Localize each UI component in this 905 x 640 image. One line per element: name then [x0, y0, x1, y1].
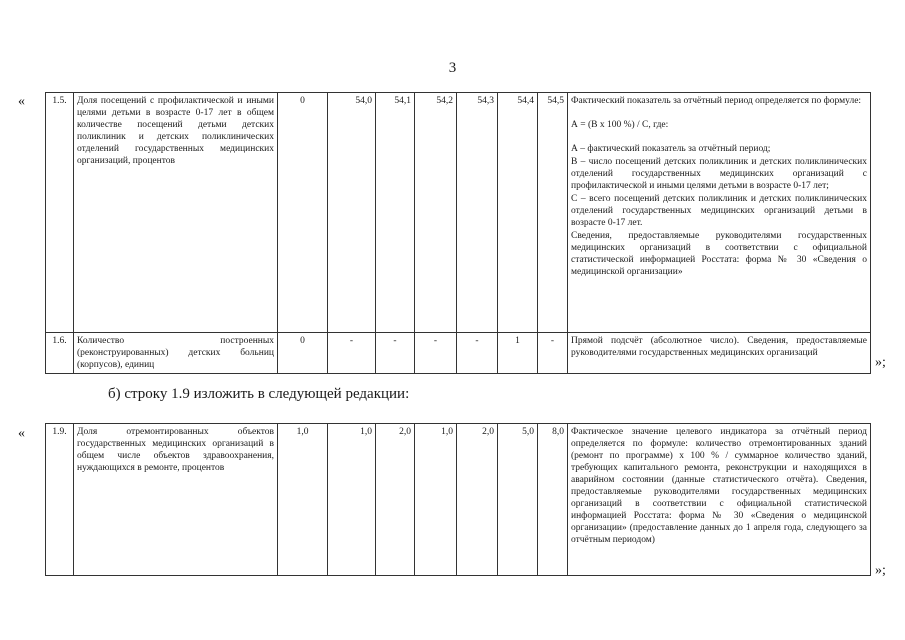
desc-paragraph: С – всего посещений детских поликлиник и детских поликлинических отделений государственных медицинских организаций детьми в возрасте 0-17 лет. — [571, 194, 867, 228]
table-row — [46, 93, 871, 333]
indicator-name: Доля посещений с профилактической и иными целями детьми в возрасте 0-17 лет в общем количестве посещений детьми детских поликлиник и детских поликлинических отделений государственных медицинских организаций, процентов — [74, 93, 278, 333]
table-row — [46, 333, 871, 374]
value-cell: 1,0 — [415, 424, 457, 576]
section-heading: б) строку 1.9 изложить в следующей редакции: — [108, 386, 410, 402]
value-cell: 1,0 — [328, 424, 376, 576]
desc-paragraph: А – фактический показатель за отчётный период; — [571, 144, 771, 154]
value-cell: - — [457, 333, 498, 374]
desc-paragraph: Фактический показатель за отчётный период определяется по формуле: — [571, 96, 862, 106]
desc-paragraph: В – число посещений детских поликлиник и детских поликлинических отделений государственных медицинских организаций с профилактической и иными целями детьми в возрасте 0-17 лет; — [571, 157, 867, 191]
value-cell: 54,5 — [538, 93, 568, 333]
value-cell: 1,0 — [278, 424, 328, 576]
value-cell: 54,0 — [328, 93, 376, 333]
value-cell: - — [376, 333, 415, 374]
close-quote-a: »; — [875, 355, 886, 370]
value-cell: 2,0 — [457, 424, 498, 576]
value-cell: 0 — [278, 333, 328, 374]
calculation-method — [568, 93, 871, 333]
value-cell: - — [415, 333, 457, 374]
row-number: 1.9. — [46, 424, 74, 576]
value-cell: 54,1 — [376, 93, 415, 333]
page-number: 3 — [448, 60, 457, 76]
close-quote-b: »; — [875, 563, 886, 578]
value-cell: 2,0 — [376, 424, 415, 576]
value-cell: - — [538, 333, 568, 374]
table-section-b — [45, 423, 871, 576]
value-cell: 54,2 — [415, 93, 457, 333]
indicator-name: Количество построенных (реконструированных) детских больниц (корпусов), единиц — [74, 333, 278, 374]
calculation-method: Фактическое значение целевого индикатора за отчётный период определяется по формуле: количество отремонтированных зданий (ремонт по программе) х 100 % / суммарное количество зданий, требующих капитального ремонта, реконструкции и находящихся в аварийном состоянии (данные статистического отчёта). Сведения, предоставляемые руководителями государственных медицинских организаций в соответствии с официальной статистической информацией Росстата: форма № 30 «Сведения о медицинской организации» (предоставление данных до 1 апреля года, следующего за отчётным периодом) — [568, 424, 871, 576]
table-row — [46, 424, 871, 576]
value-cell: - — [328, 333, 376, 374]
value-cell: 54,3 — [457, 93, 498, 333]
row-number: 1.5. — [46, 93, 74, 333]
row-number: 1.6. — [46, 333, 74, 374]
value-cell: 0 — [278, 93, 328, 333]
open-quote-a: « — [18, 94, 25, 109]
desc-paragraph: Сведения, предоставляемые руководителями государственных медицинских организаций в соответствии с официальной статистической информацией Росстата: форма № 30 «Сведения о медицинской организации» — [571, 231, 867, 277]
calculation-method: Прямой подсчёт (абсолютное число). Сведения, предоставляемые руководителями государственных медицинских организаций — [568, 333, 871, 374]
formula: А = (В х 100 %) / С, где: — [571, 120, 669, 130]
open-quote-b: « — [18, 426, 25, 441]
value-cell: 1 — [498, 333, 538, 374]
value-cell: 8,0 — [538, 424, 568, 576]
indicator-name: Доля отремонтированных объектов государственных медицинских организаций в общем числе объектов здравоохранения, нуждающихся в ремонте, процентов — [74, 424, 278, 576]
value-cell: 5,0 — [498, 424, 538, 576]
table-section-a — [45, 92, 871, 374]
value-cell: 54,4 — [498, 93, 538, 333]
